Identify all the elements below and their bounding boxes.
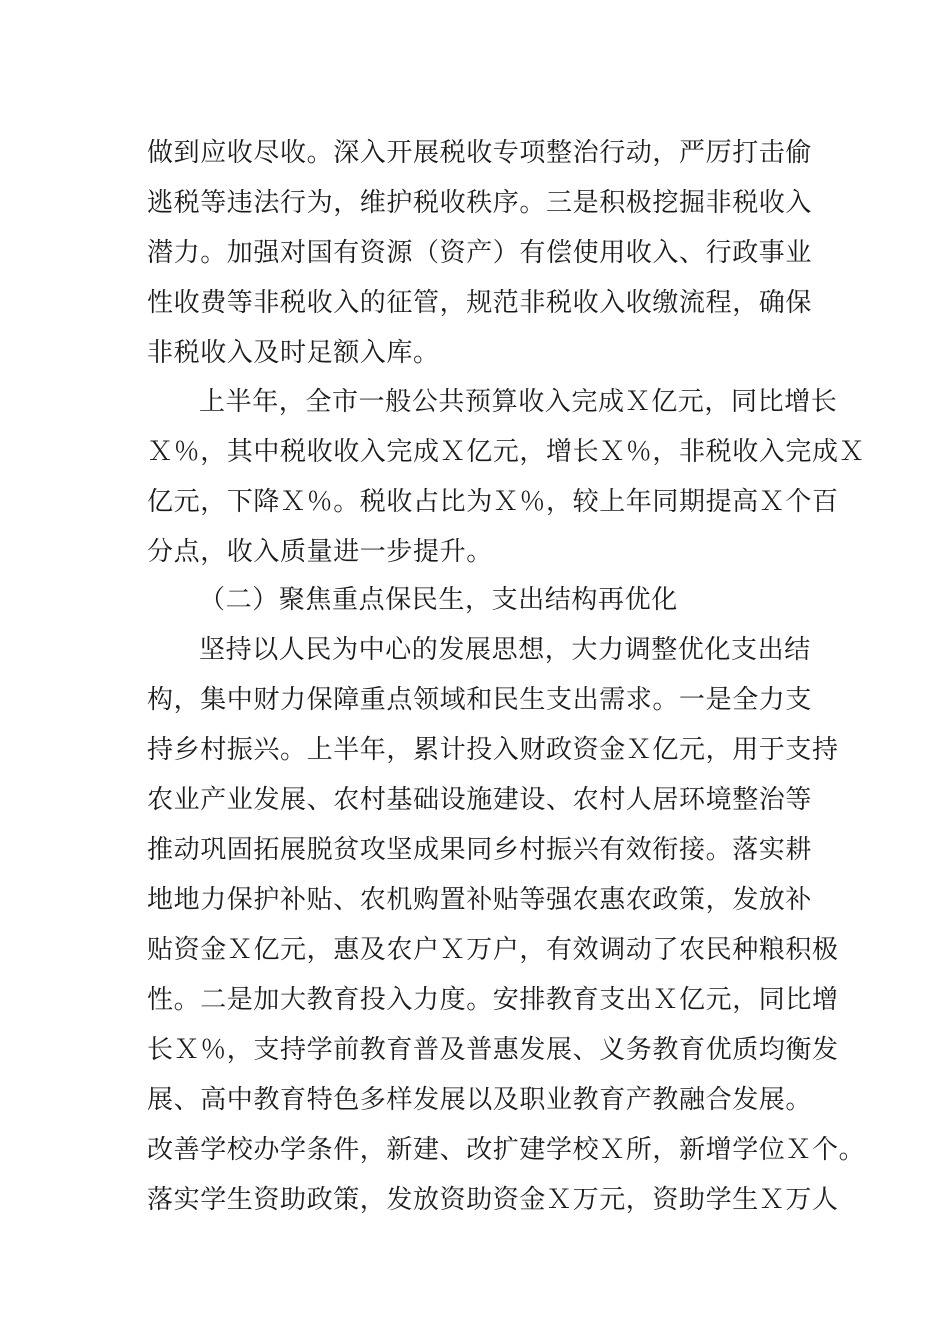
- text-line: 潜力。加强对国有资源（资产）有偿使用收入、行政事业: [147, 238, 813, 268]
- text-line: 构，集中财力保障重点领域和民生支出需求。一是全力支: [147, 685, 813, 715]
- text-line: 农业产业发展、农村基础设施建设、农村人居环境整治等: [147, 785, 813, 815]
- section-heading: （二）聚焦重点保民生，支出结构再优化: [199, 585, 678, 615]
- text-line: 贴资金Ｘ亿元，惠及农户Ｘ万户，有效调动了农民种粮积极: [147, 935, 839, 965]
- text-line: 分点，收入质量进一步提升。: [147, 537, 493, 567]
- text-line: 做到应收尽收。深入开展税收专项整治行动，严厉打击偷: [147, 138, 813, 168]
- text-line: 亿元，下降Ｘ％。税收占比为Ｘ％，较上年同期提高Ｘ个百: [147, 487, 839, 517]
- text-line: 非税收入及时足额入库。: [147, 338, 440, 368]
- text-line: 落实学生资助政策，发放资助资金Ｘ万元，资助学生Ｘ万人: [147, 1185, 839, 1215]
- text-line: 性收费等非税收入的征管，规范非税收入收缴流程，确保: [147, 288, 813, 318]
- text-line: 展、高中教育特色多样发展以及职业教育产教融合发展。: [147, 1085, 813, 1115]
- paragraph-first-line: 上半年，全市一般公共预算收入完成Ｘ亿元，同比增长: [199, 387, 838, 417]
- text-line: 逃税等违法行为，维护税收秩序。三是积极挖掘非税收入: [147, 188, 813, 218]
- text-line: 性。二是加大教育投入力度。安排教育支出Ｘ亿元，同比增: [147, 985, 839, 1015]
- text-line: 改善学校办学条件，新建、改扩建学校Ｘ所，新增学位Ｘ个。: [147, 1135, 866, 1165]
- text-line: Ｘ％，其中税收收入完成Ｘ亿元，增长Ｘ％，非税收入完成Ｘ: [147, 437, 866, 467]
- text-line: 地地力保护补贴、农机购置补贴等强农惠农政策，发放补: [147, 885, 813, 915]
- text-line: 持乡村振兴。上半年，累计投入财政资金Ｘ亿元，用于支持: [147, 735, 839, 765]
- text-line: 推动巩固拓展脱贫攻坚成果同乡村振兴有效衔接。落实耕: [147, 835, 813, 865]
- text-line: 长Ｘ％，支持学前教育普及普惠发展、义务教育优质均衡发: [147, 1035, 839, 1065]
- paragraph-first-line: 坚持以人民为中心的发展思想，大力调整优化支出结: [199, 635, 811, 665]
